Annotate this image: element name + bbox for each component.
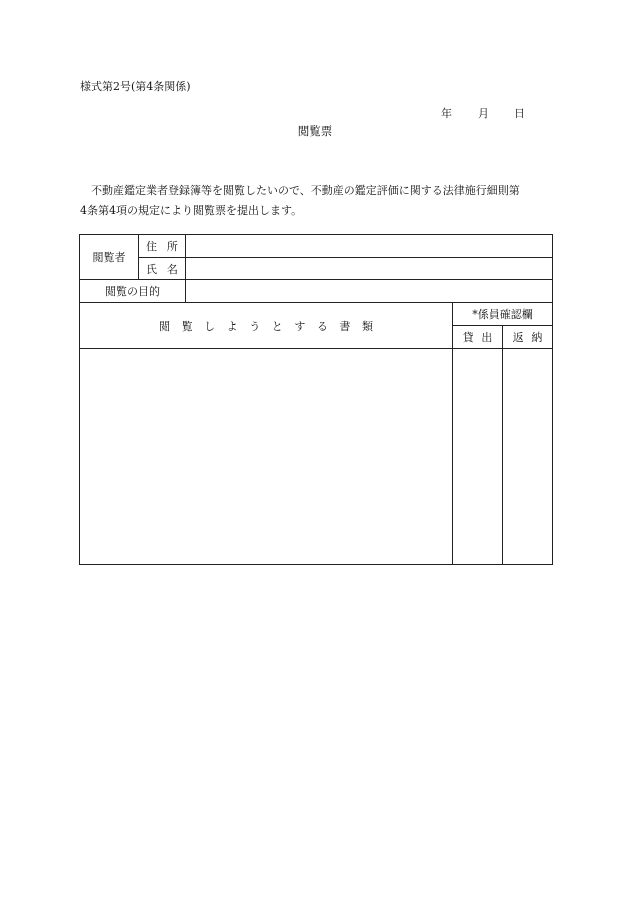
lend-field[interactable] [453, 349, 502, 564]
documents-field[interactable] [80, 349, 452, 564]
documents-header [80, 303, 452, 348]
form-number: 様式第2号(第4条関係) [80, 80, 191, 93]
return-label-text: 返納 [512, 331, 551, 344]
return-field[interactable] [503, 349, 552, 564]
viewer-label-text: 閲覧者 [92, 251, 126, 264]
purpose-field[interactable] [186, 280, 552, 302]
staff-check-header [453, 303, 552, 325]
document-title: 閲覧票 [297, 124, 333, 138]
name-label-text: 氏名 [146, 262, 188, 276]
purpose-label-text: 閲覧の目的 [105, 285, 160, 298]
purpose-label [80, 280, 185, 302]
body-text-line-1: 不動産鑑定業者登録簿等を閲覧したいので、不動産の鑑定評価に関する法律施行細則第 [91, 184, 520, 197]
date-month-label: 月 [478, 107, 489, 120]
date-day-label: 日 [514, 107, 525, 120]
lend-label-text: 貸出 [462, 331, 501, 344]
name-field[interactable] [186, 258, 552, 279]
name-label [139, 258, 188, 279]
documents-header-text: 閲覧しようとする書類 [159, 319, 385, 333]
address-label-text: 住所 [146, 240, 188, 253]
return-label [503, 326, 552, 348]
lend-label [453, 326, 502, 348]
viewer-label [80, 235, 138, 279]
address-field[interactable] [186, 235, 552, 257]
address-label [139, 235, 188, 257]
body-text-line-2: 4条第4項の規定により閲覧票を提出します。 [80, 204, 303, 217]
date-year-label: 年 [441, 107, 452, 120]
staff-check-header-text: *係員確認欄 [472, 308, 533, 321]
